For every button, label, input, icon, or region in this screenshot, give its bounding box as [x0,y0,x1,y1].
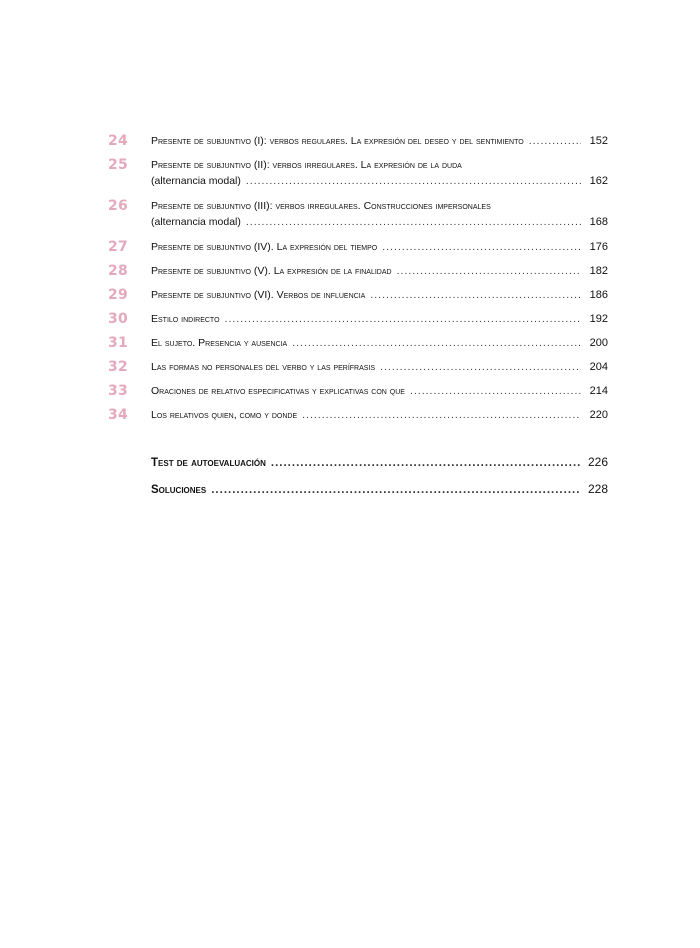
toc-entry-28[interactable] [108,263,608,279]
chapter-title: Presente de subjuntivo (VI). Verbos de influencia [151,289,366,301]
leader-dots [211,482,581,498]
chapter-number: 32 [108,359,129,375]
section-title: Soluciones [151,484,207,496]
appendix-entries [151,454,608,508]
chapter-title: Presente de subjuntivo (II): verbos irregulares. La expresión de la duda [151,159,462,171]
toc-entry-solutions[interactable] [151,481,608,498]
leader-dots [397,263,581,279]
chapter-number: 30 [108,311,129,327]
chapter-title: Los relativos quien, como y donde [151,409,298,421]
chapter-title: Las formas no personales del verbo y las perífrasis [151,361,376,373]
leader-dots [529,133,581,149]
leader-dots [380,359,581,375]
chapter-number: 25 [108,157,129,173]
leader-dots [370,287,581,303]
leader-dots [271,455,581,471]
chapter-number: 34 [108,407,129,423]
toc-entry-34[interactable] [108,407,608,423]
chapter-title: Presente de subjuntivo (III): verbos irregulares. Construcciones impersonales [151,200,491,212]
chapter-title: Presente de subjuntivo (V). La expresión de la finalidad [151,265,392,277]
page-number: 200 [589,337,608,349]
chapter-number: 33 [108,383,129,399]
page-number: 228 [587,482,608,496]
toc-entry-29[interactable] [108,287,608,303]
page-number: 186 [589,289,608,301]
toc-entry-self-test[interactable] [151,454,608,471]
leader-dots [292,335,581,351]
page-number: 168 [589,216,608,228]
page-number: 214 [589,385,608,397]
section-title: Test de autoevaluación [151,457,266,469]
page-number: 204 [589,361,608,373]
page-number: 220 [589,409,608,421]
page-number: 176 [589,241,608,253]
toc-entry-33[interactable] [108,383,608,399]
toc-entry-24[interactable] [108,133,608,149]
table-of-contents [108,133,608,431]
toc-entry-31[interactable] [108,335,608,351]
leader-dots [246,214,581,230]
chapter-title: Presente de subjuntivo (I): verbos regulares. La expresión del deseo y del sentimiento [151,135,524,147]
chapter-number: 29 [108,287,129,303]
toc-entry-30[interactable] [108,311,608,327]
leader-dots [225,311,581,327]
chapter-title: Estilo indirecto [151,313,220,325]
chapter-number: 26 [108,198,129,214]
chapter-number: 28 [108,263,129,279]
toc-entry-27[interactable] [108,239,608,255]
chapter-number: 27 [108,239,129,255]
page-number: 226 [587,455,608,469]
toc-entry-25[interactable] [108,157,608,189]
chapter-title-continued: (alternancia modal) [151,175,241,187]
toc-entry-32[interactable] [108,359,608,375]
chapter-title: El sujeto. Presencia y ausencia [151,337,288,349]
page-number: 162 [589,175,608,187]
chapter-title-continued: (alternancia modal) [151,216,241,228]
leader-dots [410,383,581,399]
chapter-title: Presente de subjuntivo (IV). La expresión del tiempo [151,241,378,253]
chapter-title: Oraciones de relativo especificativas y explicativas con que [151,385,405,397]
page-number: 182 [589,265,608,277]
page-number: 192 [589,313,608,325]
leader-dots [246,173,581,189]
chapter-number: 24 [108,133,129,149]
leader-dots [302,407,581,423]
chapter-number: 31 [108,335,129,351]
leader-dots [382,239,581,255]
toc-entry-26[interactable] [108,198,608,230]
page-number: 152 [589,135,608,147]
